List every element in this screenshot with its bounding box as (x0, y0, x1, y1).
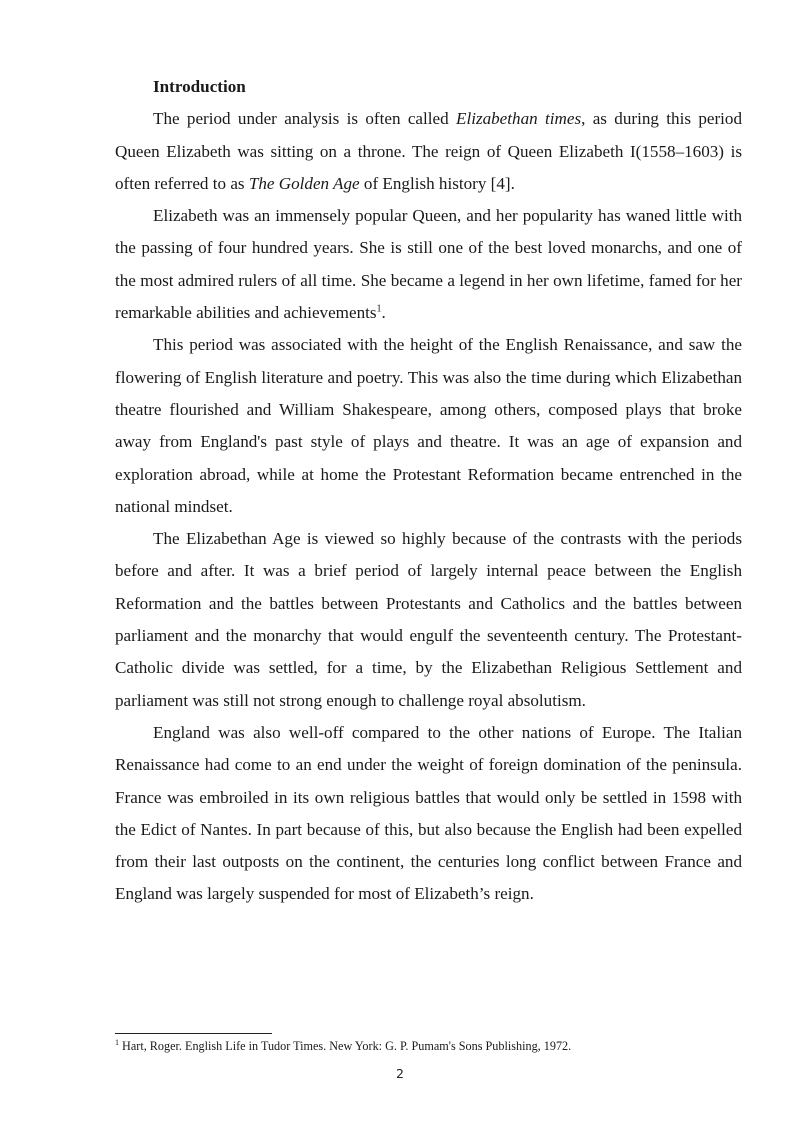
term-golden-age: The Golden Age (248, 173, 360, 193)
paragraph-2 (115, 200, 742, 329)
body-text (115, 71, 742, 911)
paragraph-1-text-a: The period under analysis is often called (153, 109, 456, 129)
footnote-marker: 1 (115, 1037, 119, 1047)
footnote-separator (115, 1033, 272, 1034)
paragraph-5: England was also well-off compared to the other nations of Europe. The Italian Renaissance had come to an end under the weight of foreign domination of the peninsula. France was embroiled in its own religious battles that would only be settled in 1598 with the Edict of Nantes. In part because of this, but also because the English had been expelled from their last outposts on the continent, the centuries long conflict between France and England was largely suspended for most of Elizabeth’s reign. (115, 722, 742, 904)
section-heading: Introduction (153, 77, 246, 96)
paragraph-1-text-c: , as during this period Queen Elizabeth was sitting on a throne. The reign of Queen Elizabeth I(1558–1603) is often referred to as (115, 109, 742, 193)
footnote-reference[interactable]: 1 (376, 303, 382, 315)
paragraph-2-text: Elizabeth was an immensely popular Queen, and her popularity has waned little with the passing of four hundred years. She is still one of the best loved monarchs, and one of the most admired rulers of all time. She became a legend in her own lifetime, famed for her remarkable abilities and achievements (115, 206, 742, 323)
term-elizabethan-times: Elizabethan times (456, 109, 582, 129)
footnote-text: Hart, Roger. English Life in Tudor Times. New York: G. P. Pumam's Sons Publishing, 1972. (119, 1039, 572, 1053)
paragraph-3: This period was associated with the height of the English Renaissance, and saw the flowering of English literature and poetry. This was also the time during which Elizabethan theatre flourished and William Shakespeare, among others, composed plays that broke away from England's past style of plays and theatre. It was an age of expansion and exploration abroad, while at home the Protestant Reformation became entrenched in the national mindset. (115, 335, 742, 516)
paragraph-4: The Elizabethan Age is viewed so highly because of the contrasts with the periods before and after. It was a brief period of largely internal peace between the English Reformation and the battles between Protestants and Catholics and the battles between parliament and the monarchy that would engulf the seventeenth century. The Protestant-Catholic divide was settled, for a time, by the Elizabethan Religious Settlement and parliament was still not strong enough to challenge royal absolutism. (115, 529, 742, 710)
paragraph-2-end: . (381, 303, 386, 323)
page-number: 2 (396, 1066, 404, 1081)
paragraph-1 (115, 103, 742, 200)
paragraph-1-text-e: of English history [4]. (359, 173, 515, 193)
footnote (115, 1038, 755, 1054)
